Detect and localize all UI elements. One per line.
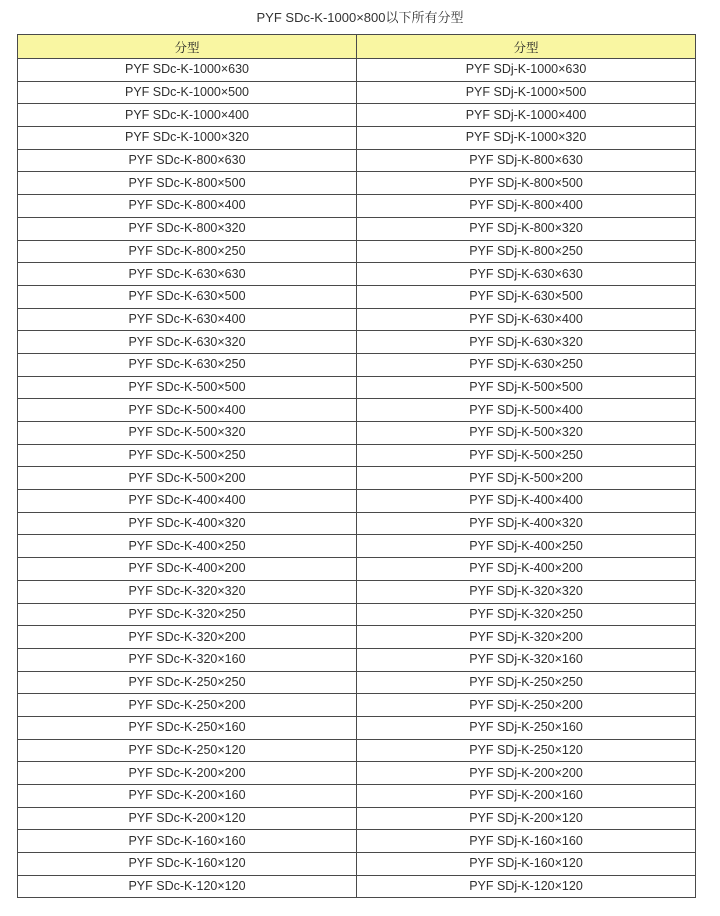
model-cell-sdc: PYF SDc-K-400×250 <box>18 535 357 558</box>
model-cell-sdc: PYF SDc-K-630×500 <box>18 285 357 308</box>
model-cell-sdc: PYF SDc-K-320×160 <box>18 648 357 671</box>
table-row <box>18 603 696 626</box>
model-cell-sdc: PYF SDc-K-1000×500 <box>18 81 357 104</box>
model-cell-sdc: PYF SDc-K-1000×400 <box>18 104 357 127</box>
model-cell-sdc: PYF SDc-K-500×400 <box>18 399 357 422</box>
model-cell-sdc: PYF SDc-K-400×320 <box>18 512 357 535</box>
model-cell-sdj: PYF SDj-K-500×250 <box>357 444 696 467</box>
model-cell-sdc: PYF SDc-K-800×320 <box>18 217 357 240</box>
table-row <box>18 467 696 490</box>
model-cell-sdc: PYF SDc-K-800×630 <box>18 149 357 172</box>
table-body <box>18 59 696 898</box>
model-cell-sdj: PYF SDj-K-630×250 <box>357 353 696 376</box>
model-cell-sdj: PYF SDj-K-160×160 <box>357 830 696 853</box>
model-cell-sdc: PYF SDc-K-120×120 <box>18 875 357 898</box>
model-cell-sdj: PYF SDj-K-800×630 <box>357 149 696 172</box>
model-cell-sdj: PYF SDj-K-120×120 <box>357 875 696 898</box>
model-cell-sdj: PYF SDj-K-200×200 <box>357 762 696 785</box>
table-row <box>18 399 696 422</box>
model-cell-sdj: PYF SDj-K-1000×500 <box>357 81 696 104</box>
model-cell-sdc: PYF SDc-K-500×200 <box>18 467 357 490</box>
model-cell-sdj: PYF SDj-K-250×250 <box>357 671 696 694</box>
column-header-sdj: 分型 <box>357 35 696 59</box>
model-cell-sdj: PYF SDj-K-800×320 <box>357 217 696 240</box>
model-cell-sdc: PYF SDc-K-500×500 <box>18 376 357 399</box>
model-cell-sdc: PYF SDc-K-400×400 <box>18 490 357 513</box>
model-cell-sdj: PYF SDj-K-400×320 <box>357 512 696 535</box>
table-row <box>18 807 696 830</box>
model-cell-sdj: PYF SDj-K-400×250 <box>357 535 696 558</box>
model-cell-sdc: PYF SDc-K-800×250 <box>18 240 357 263</box>
model-cell-sdj: PYF SDj-K-250×160 <box>357 716 696 739</box>
table-row <box>18 376 696 399</box>
table-row <box>18 172 696 195</box>
model-cell-sdc: PYF SDc-K-160×120 <box>18 853 357 876</box>
table-row <box>18 853 696 876</box>
table-row <box>18 830 696 853</box>
model-cell-sdj: PYF SDj-K-160×120 <box>357 853 696 876</box>
table-row <box>18 149 696 172</box>
model-cell-sdj: PYF SDj-K-250×200 <box>357 694 696 717</box>
model-cell-sdj: PYF SDj-K-800×500 <box>357 172 696 195</box>
model-cell-sdc: PYF SDc-K-250×200 <box>18 694 357 717</box>
model-cell-sdc: PYF SDc-K-500×320 <box>18 422 357 445</box>
table-row <box>18 104 696 127</box>
model-cell-sdj: PYF SDj-K-630×400 <box>357 308 696 331</box>
table-row <box>18 716 696 739</box>
table-row <box>18 875 696 898</box>
table-row <box>18 512 696 535</box>
model-cell-sdj: PYF SDj-K-400×200 <box>357 558 696 581</box>
model-cell-sdj: PYF SDj-K-1000×400 <box>357 104 696 127</box>
table-row <box>18 81 696 104</box>
table-row <box>18 422 696 445</box>
document-title: PYF SDc-K-1000×800以下所有分型 <box>256 10 464 25</box>
model-cell-sdc: PYF SDc-K-200×160 <box>18 785 357 808</box>
model-cell-sdc: PYF SDc-K-200×200 <box>18 762 357 785</box>
model-cell-sdj: PYF SDj-K-630×320 <box>357 331 696 354</box>
model-cell-sdc: PYF SDc-K-800×400 <box>18 195 357 218</box>
table-row <box>18 331 696 354</box>
table-row <box>18 240 696 263</box>
table-row <box>18 59 696 82</box>
model-cell-sdj: PYF SDj-K-320×320 <box>357 580 696 603</box>
table-row <box>18 535 696 558</box>
model-cell-sdj: PYF SDj-K-320×160 <box>357 648 696 671</box>
model-cell-sdc: PYF SDc-K-200×120 <box>18 807 357 830</box>
model-cell-sdc: PYF SDc-K-500×250 <box>18 444 357 467</box>
model-table <box>17 34 696 898</box>
table-row <box>18 195 696 218</box>
model-cell-sdj: PYF SDj-K-800×250 <box>357 240 696 263</box>
table-row <box>18 217 696 240</box>
column-header-sdc: 分型 <box>18 35 357 59</box>
model-cell-sdc: PYF SDc-K-320×250 <box>18 603 357 626</box>
model-cell-sdj: PYF SDj-K-320×250 <box>357 603 696 626</box>
model-cell-sdj: PYF SDj-K-500×200 <box>357 467 696 490</box>
model-cell-sdj: PYF SDj-K-1000×630 <box>357 59 696 82</box>
model-cell-sdj: PYF SDj-K-500×500 <box>357 376 696 399</box>
model-cell-sdc: PYF SDc-K-320×200 <box>18 626 357 649</box>
model-cell-sdc: PYF SDc-K-630×630 <box>18 263 357 286</box>
model-cell-sdj: PYF SDj-K-250×120 <box>357 739 696 762</box>
table-row <box>18 127 696 150</box>
table-row <box>18 762 696 785</box>
model-cell-sdc: PYF SDc-K-630×400 <box>18 308 357 331</box>
table-row <box>18 785 696 808</box>
table-row <box>18 671 696 694</box>
model-cell-sdc: PYF SDc-K-630×320 <box>18 331 357 354</box>
table-row <box>18 263 696 286</box>
model-cell-sdj: PYF SDj-K-630×630 <box>357 263 696 286</box>
model-cell-sdj: PYF SDj-K-500×400 <box>357 399 696 422</box>
model-cell-sdj: PYF SDj-K-500×320 <box>357 422 696 445</box>
table-row <box>18 444 696 467</box>
table-row <box>18 353 696 376</box>
model-cell-sdj: PYF SDj-K-630×500 <box>357 285 696 308</box>
model-cell-sdc: PYF SDc-K-320×320 <box>18 580 357 603</box>
model-cell-sdc: PYF SDc-K-250×120 <box>18 739 357 762</box>
model-cell-sdc: PYF SDc-K-400×200 <box>18 558 357 581</box>
model-cell-sdj: PYF SDj-K-320×200 <box>357 626 696 649</box>
table-row <box>18 285 696 308</box>
table-row <box>18 558 696 581</box>
model-cell-sdc: PYF SDc-K-250×160 <box>18 716 357 739</box>
model-cell-sdj: PYF SDj-K-400×400 <box>357 490 696 513</box>
model-cell-sdc: PYF SDc-K-1000×630 <box>18 59 357 82</box>
model-cell-sdj: PYF SDj-K-200×160 <box>357 785 696 808</box>
model-cell-sdc: PYF SDc-K-800×500 <box>18 172 357 195</box>
model-cell-sdc: PYF SDc-K-160×160 <box>18 830 357 853</box>
table-header-row <box>18 35 696 59</box>
model-cell-sdj: PYF SDj-K-800×400 <box>357 195 696 218</box>
model-cell-sdc: PYF SDc-K-1000×320 <box>18 127 357 150</box>
model-cell-sdc: PYF SDc-K-250×250 <box>18 671 357 694</box>
model-cell-sdj: PYF SDj-K-200×120 <box>357 807 696 830</box>
table-row <box>18 580 696 603</box>
table-row <box>18 490 696 513</box>
model-cell-sdc: PYF SDc-K-630×250 <box>18 353 357 376</box>
table-row <box>18 694 696 717</box>
model-cell-sdj: PYF SDj-K-1000×320 <box>357 127 696 150</box>
table-row <box>18 739 696 762</box>
table-row <box>18 648 696 671</box>
table-row <box>18 308 696 331</box>
table-row <box>18 626 696 649</box>
